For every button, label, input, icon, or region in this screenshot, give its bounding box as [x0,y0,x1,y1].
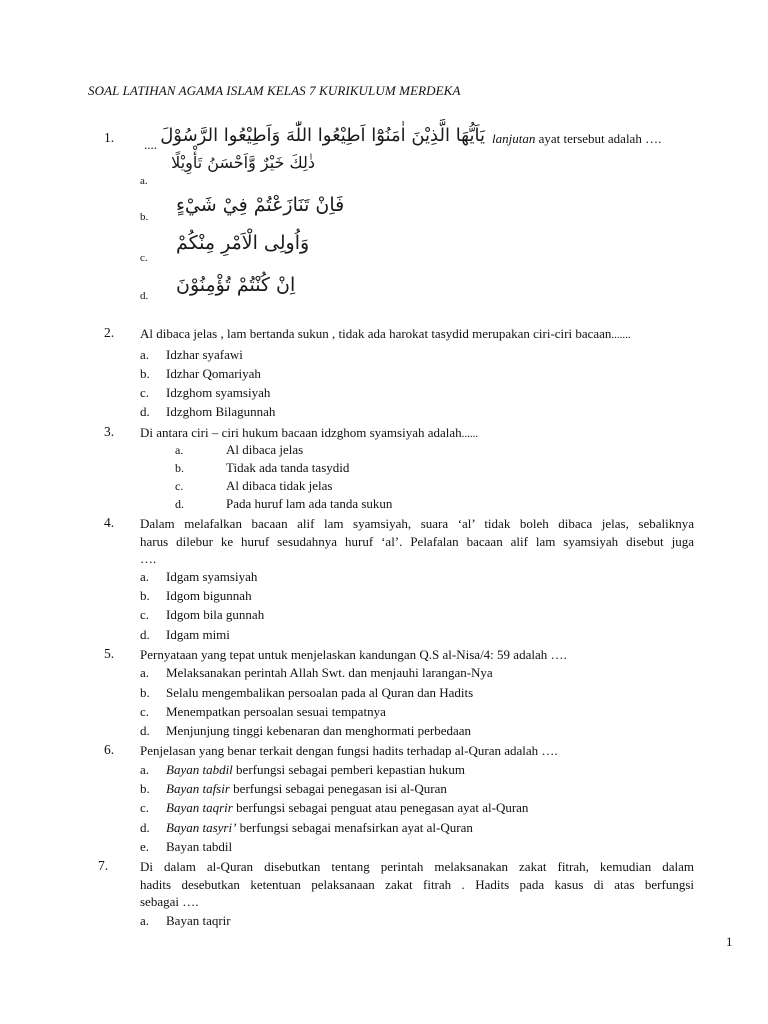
option-letter: c. [175,479,184,493]
question-4-option-b[interactable] [140,588,252,604]
question-3-dots: ...... [461,428,479,440]
question-2-text [140,325,694,344]
option-text: Menempatkan persoalan sesuai tempatnya [166,704,386,719]
option-letter: d. [140,404,150,419]
question-5-option-b[interactable] [140,685,473,701]
question-2-option-a[interactable] [140,347,243,363]
option-text: Al dibaca jelas [226,442,304,457]
option-text: Al dibaca tidak jelas [226,478,333,493]
question-1-option-c-letter[interactable]: c. [140,252,148,264]
option-text: Idgom bila gunnah [166,607,265,622]
question-2-number: 2. [104,325,115,340]
question-4-line-2: harus dilebur ke huruf sesudahnya huruf ‘al’. Pelafalan bacaan alif lam syamsiyah disebut juga [140,534,694,549]
question-1-option-b-arabic: فَاِنْ تَنَازَعْتُمْ فِيْ شَيْءٍ [176,194,345,216]
question-2-option-c[interactable] [140,385,270,401]
question-5-text: Pernyataan yang tepat untuk menjelaskan kandungan Q.S al-Nisa/4: 59 adalah …. [140,647,567,662]
option-letter: b. [140,685,150,700]
question-7-option-a[interactable] [140,913,231,929]
question-4-option-d[interactable] [140,627,230,643]
question-1-prefix-dots: .... [144,137,157,152]
question-3-text [140,424,694,443]
question-1-stem [492,131,661,147]
question-1-option-a-letter[interactable]: a. [140,175,148,187]
question-3-option-c[interactable] [175,478,333,494]
option-letter: b. [140,588,150,603]
question-5-option-d[interactable] [140,723,471,739]
option-text: Idzhar syafawi [166,347,243,362]
question-1-stem-italic: lanjutan [492,131,536,146]
question-3-option-a[interactable] [175,442,303,458]
option-letter: a. [140,762,150,777]
option-letter: d. [140,627,150,642]
option-term: Bayan tasyri’ [166,820,237,835]
option-letter: a. [140,665,150,680]
question-7-line-2: hadits desebutkan ketentuan pelaksanaan zakat fitrah . Hadits pada kasus di atas berfungsi [140,877,694,892]
option-letter: d. [175,497,184,511]
question-4-line-3: …. [140,551,157,566]
option-text: berfungsi sebagai penguat atau penegasan ayat al-Quran [232,800,529,815]
option-letter: d. [140,723,150,738]
question-3-option-b[interactable] [175,460,349,476]
option-text: Idzghom syamsiyah [166,385,271,400]
question-1-option-b-letter[interactable]: b. [140,211,149,223]
option-letter: b. [140,781,150,796]
question-1-arabic-line-2: ذٰلِكَ خَيْرٌ وَّاَحْسَنُ تَأْوِيْلًا [171,153,315,172]
question-1-number: 1. [104,130,115,145]
option-letter: c. [140,704,150,719]
question-4-option-c[interactable] [140,607,264,623]
question-1-option-d-letter[interactable]: d. [140,290,149,302]
option-text: Bayan tabdil [166,839,233,854]
option-letter: d. [140,820,150,835]
option-letter: b. [175,461,184,475]
option-letter: a. [175,443,184,457]
option-letter: a. [140,347,150,362]
option-term: Bayan taqrir [166,800,233,815]
option-letter: c. [140,800,150,815]
option-text: berfungsi sebagai menafsirkan ayat al-Quran [236,820,473,835]
question-3-number: 3. [104,424,115,439]
question-1-arabic-line-1: يَاَيُّهَا الَّذِيْنَ اٰمَنُوْٓا اَطِيْعُوا اللّٰهَ وَاَطِيْعُوا الرَّسُوْلَ [160,125,485,146]
option-text: berfungsi sebagai pemberi kepastian hukum [232,762,465,777]
question-6-text: Penjelasan yang benar terkait dengan fungsi hadits terhadap al-Quran adalah …. [140,743,558,758]
question-5-number: 5. [104,646,115,661]
option-text: Idgam syamsiyah [166,569,258,584]
question-3-stem: Di antara ciri – ciri hukum bacaan idzghom syamsiyah adalah [140,425,462,440]
question-5-option-a[interactable] [140,665,493,681]
option-text: Tidak ada tanda tasydid [226,460,350,475]
question-6-option-c[interactable] [140,800,528,816]
question-2-stem: Al dibaca jelas , lam bertanda sukun , tidak ada harokat tasydid merupakan ciri-ciri bacaan [140,326,612,341]
question-6-option-d[interactable] [140,820,473,836]
question-7-line-3: sebagai …. [140,894,199,909]
question-6-number: 6. [104,742,115,757]
option-letter: e. [140,839,150,854]
option-text: berfungsi sebagai penegasan isi al-Quran [229,781,447,796]
question-6-option-e[interactable] [140,839,232,855]
option-letter: a. [140,569,150,584]
option-text: Idzghom Bilagunnah [166,404,276,419]
question-4-number: 4. [104,515,115,530]
question-6-option-a[interactable] [140,762,465,778]
question-3-option-d[interactable] [175,496,392,512]
option-text: Idgom bigunnah [166,588,252,603]
option-letter: b. [140,366,150,381]
question-7-line-1: Di dalam al-Quran disebutkan tentang perintah melaksanakan zakat fitrah, kemudian dalam [140,859,694,874]
page-number: 1 [726,934,733,949]
option-text: Bayan taqrir [166,913,231,928]
question-2-dots: ....... [611,329,631,341]
option-text: Selalu mengembalikan persoalan pada al Quran dan Hadits [166,685,474,700]
option-text: Menjunjung tinggi kebenaran dan menghormati perbedaan [166,723,472,738]
question-7-number: 7. [98,858,109,873]
question-1-stem-rest: ayat tersebut adalah …. [535,131,662,146]
option-letter: c. [140,385,150,400]
option-term: Bayan tabdil [166,762,233,777]
option-letter: c. [140,607,150,622]
question-2-option-d[interactable] [140,404,275,420]
document-title: SOAL LATIHAN AGAMA ISLAM KELAS 7 KURIKULUM MERDEKA [88,83,461,98]
option-text: Idzhar Qomariyah [166,366,261,381]
question-4-option-a[interactable] [140,569,257,585]
option-term: Bayan tafsir [166,781,230,796]
question-1-option-d-arabic: اِنْ كُنْتُمْ تُؤْمِنُوْنَ [176,274,296,296]
question-1-option-c-arabic: وَاُولِى الْاَمْرِ مِنْكُمْ [176,232,310,254]
option-letter: a. [140,913,150,928]
question-4-line-1: Dalam melafalkan bacaan alif lam syamsiyah, suara ‘al’ tidak boleh dibaca jelas, sebaliknya [140,516,694,531]
option-text: Melaksanakan perintah Allah Swt. dan menjauhi larangan-Nya [166,665,493,680]
option-text: Pada huruf lam ada tanda sukun [226,496,393,511]
option-text: Idgam mimi [166,627,230,642]
question-6-option-b[interactable] [140,781,447,797]
question-5-option-c[interactable] [140,704,386,720]
question-1-arabic-verse [140,125,485,183]
question-2-option-b[interactable] [140,366,261,382]
